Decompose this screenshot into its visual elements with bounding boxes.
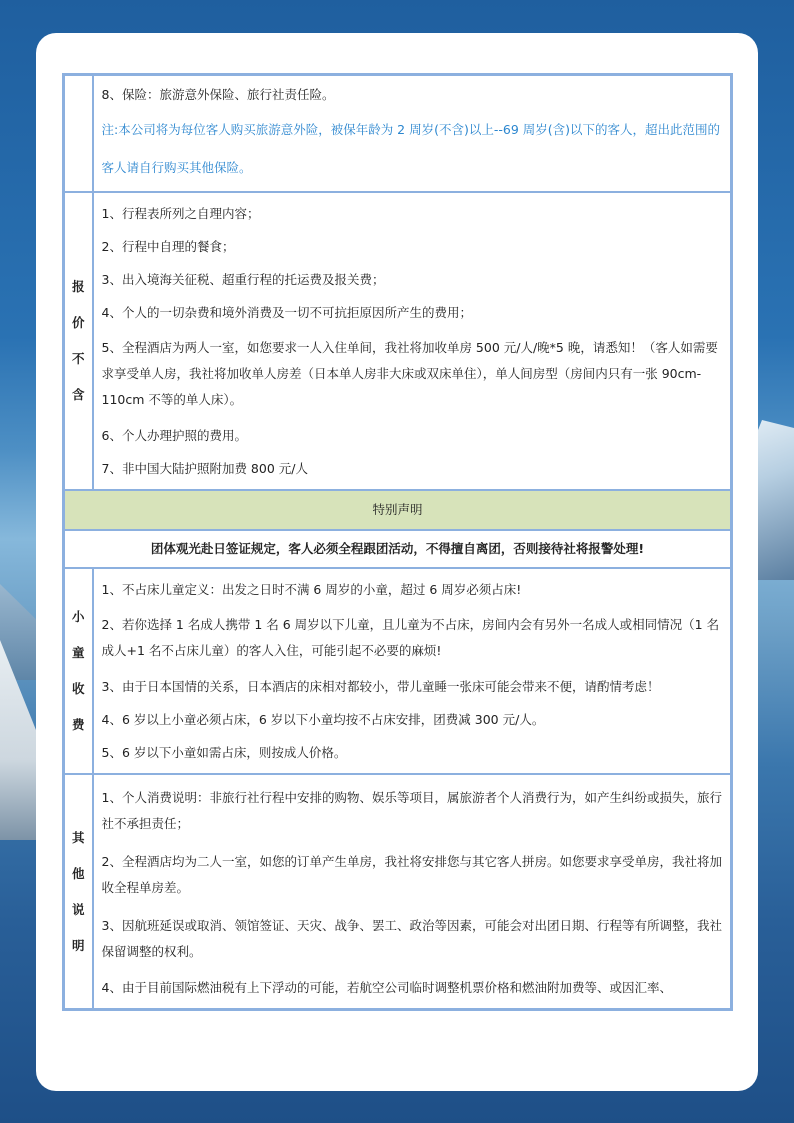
list-item: 6、个人办理护照的费用。 [101, 428, 247, 443]
list-item: 1、不占床儿童定义：出发之日时不满 6 周岁的小童，超过 6 周岁必须占床! [101, 582, 522, 597]
list-item: 2、行程中自理的餐食； [101, 239, 235, 254]
special-title: 特别声明 [64, 490, 732, 530]
insurance-content [93, 75, 732, 193]
list-item: 3、因航班延误或取消、领馆签证、天灾、战争、罢工、政治等因素，可能会对出团日期、行程等有所调整，我社保留调整的权利。 [101, 918, 722, 959]
list-item: 4、由于目前国际燃油税有上下浮动的可能，若航空公司临时调整机票价格和燃油附加费等、或因汇率、 [101, 980, 672, 995]
list-item: 5、6 岁以下小童如需占床，则按成人价格。 [101, 745, 347, 760]
list-item: 4、6 岁以上小童必须占床，6 岁以下小童均按不占床安排，团费减 300 元/人。 [101, 712, 545, 727]
document-card [36, 33, 758, 1091]
special-notice-row [64, 530, 732, 568]
insurance-row [64, 75, 732, 193]
list-item: 5、全程酒店为两人一室，如您要求一人入住单间，我社将加收单房 500 元/人/晚*5 晚，请悉知！（客人如需要求享受单人房，我社将加收单人房差（日本单人房非大床或双床单住），单人间房型（房间内只有一张 90cm-110cm 不等的单人床）。 [101, 340, 718, 407]
list-item: 7、非中国大陆护照附加费 800 元/人 [101, 461, 308, 476]
special-notice: 团体观光赴日签证规定，客人必须全程跟团活动，不得擅自离团，否则接待社将报警处理! [64, 530, 732, 568]
other-label: 其 他 说 明 [64, 774, 93, 1010]
insurance-item: 8、保险：旅游意外保险、旅行社责任险。 [101, 87, 335, 102]
itinerary-table [62, 73, 733, 1011]
children-content [93, 568, 732, 774]
list-item: 4、个人的一切杂费和境外消费及一切不可抗拒原因所产生的费用； [101, 305, 472, 320]
list-item: 1、个人消费说明：非旅行社行程中安排的购物、娱乐等项目，属旅游者个人消费行为，如产生纠纷或损失，旅行社不承担责任； [101, 790, 722, 831]
excluded-content [93, 192, 732, 490]
special-heading-row [64, 490, 732, 530]
insurance-label-cell [64, 75, 93, 193]
other-row [64, 774, 732, 1010]
children-row [64, 568, 732, 774]
list-item: 3、由于日本国情的关系，日本酒店的床相对都较小，带儿童睡一张床可能会带来不便，请酌情考虑！ [101, 679, 660, 694]
list-item: 1、行程表所列之自理内容； [101, 206, 260, 221]
excluded-label: 报 价 不 含 [64, 192, 93, 490]
list-item: 2、若你选择 1 名成人携带 1 名 6 周岁以下儿童，且儿童为不占床，房间内会有另外一名成人或相同情况（1 名成人+1 名不占床儿童）的客人入住，可能引起不必要的麻烦! [101, 617, 720, 658]
other-content [93, 774, 732, 1010]
excluded-row [64, 192, 732, 490]
children-label: 小 童 收 费 [64, 568, 93, 774]
insurance-note: 注:本公司将为每位客人购买旅游意外险，被保年龄为 2 周岁(不含)以上--69 周岁(含)以下的客人，超出此范围的客人请自行购买其他保险。 [101, 122, 721, 175]
list-item: 3、出入境海关征税、超重行程的托运费及报关费； [101, 272, 385, 287]
list-item: 2、全程酒店均为二人一室，如您的订单产生单房，我社将安排您与其它客人拼房。如您要求享受单房，我社将加收全程单房差。 [101, 854, 722, 895]
